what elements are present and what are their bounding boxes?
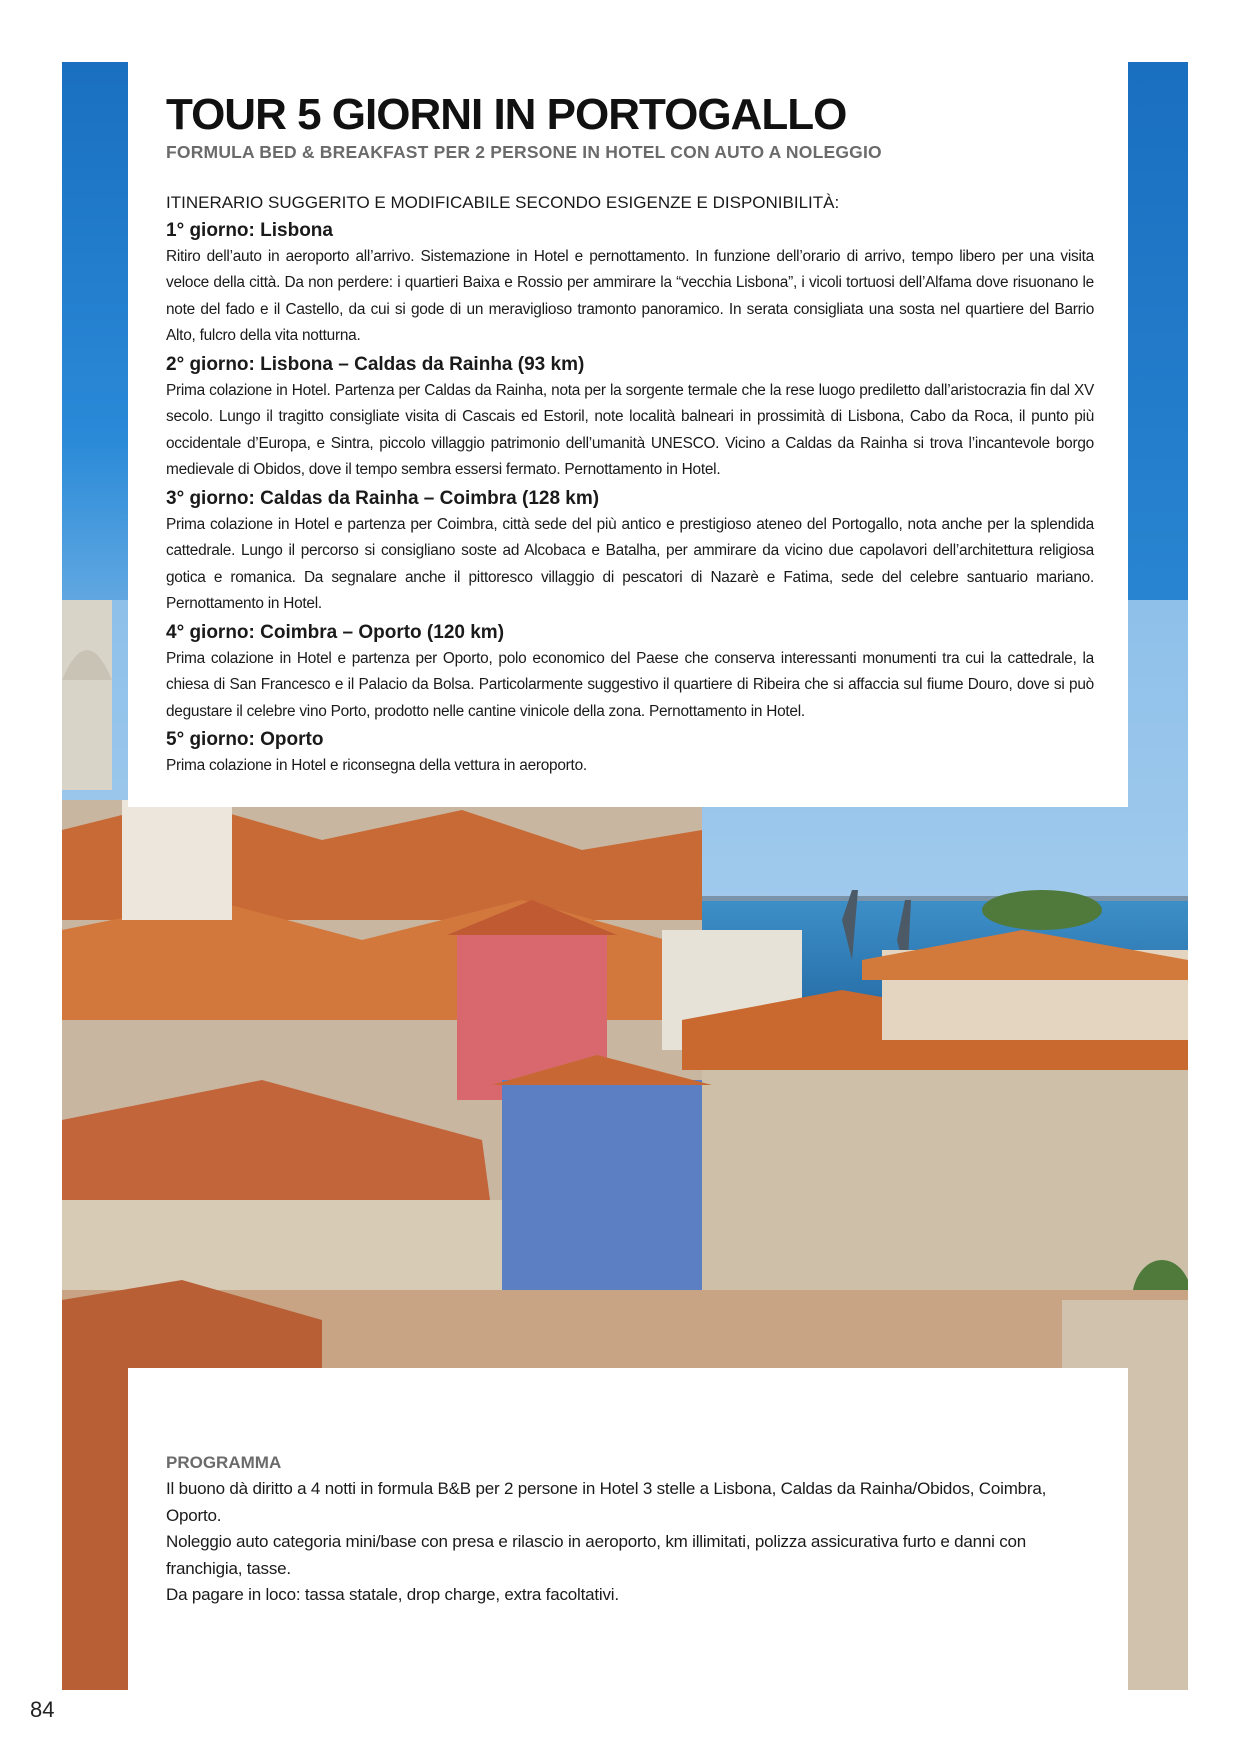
programma-line: Noleggio auto categoria mini/base con presa e rilascio in aeroporto, km illimitati, polizza assicurativa furto e danni con franchigia, tasse. xyxy=(166,1532,1027,1578)
programma-line: Il buono dà diritto a 4 notti in formula B&B per 2 persone in Hotel 3 stelle a Lisbona, Caldas da Rainha/Obidos, Coimbra, Oporto. xyxy=(166,1479,1047,1525)
day-5-heading: 5° giorno: Oporto xyxy=(166,729,324,750)
page-subtitle: FORMULA BED & BREAKFAST PER 2 PERSONE IN HOTEL CON AUTO A NOLEGGIO xyxy=(166,142,882,162)
day-4-text: Prima colazione in Hotel e partenza per Oporto, polo economico del Paese che conserva interessanti monumenti tra cui la cattedrale, la chiesa di San Francesco e il Palacio da Bolsa. Particolarmente suggestivo il quartiere di Ribeira che si affaccia sul fiume Douro, dove si può degustare il celebre vino Porto, prodotto nelle cantine vinicole della zona. Pernottamento in Hotel. xyxy=(166,649,1094,720)
itinerary xyxy=(166,190,1094,780)
page-title: TOUR 5 GIORNI IN PORTOGALLO xyxy=(166,90,847,139)
day-1-heading: 1° giorno: Lisbona xyxy=(166,219,333,241)
itinerary-intro: ITINERARIO SUGGERITO E MODIFICABILE SECONDO ESIGENZE E DISPONIBILITÀ: xyxy=(166,193,840,212)
programma-section xyxy=(166,1450,1094,1609)
day-1-text: Ritiro dell’auto in aeroporto all’arrivo. Sistemazione in Hotel e pernottamento. In funzione dell’orario di arrivo, tempo libero per una visita veloce della città. Da non perdere: i quartieri Baixa e Rossio per ammirare la “vecchia Lisbona”, i vicoli tortuosi dell’Alfama dove risuonano le note del fado e il Castello, da cui si gode di un meraviglioso tramonto panoramico. In serata consigliata una sosta nel quartiere del Barrio Alto, fulcro della vita notturna. xyxy=(166,247,1094,344)
programma-heading: PROGRAMMA xyxy=(166,1453,282,1472)
programma-panel xyxy=(128,1368,1128,1691)
programma-line: Da pagare in loco: tassa statale, drop charge, extra facoltativi. xyxy=(166,1585,619,1604)
day-3-text: Prima colazione in Hotel e partenza per Coimbra, città sede del più antico e prestigioso ateneo del Portogallo, nota anche per la splendida cattedrale. Lungo il percorso si consigliano soste ad Alcobaca e Batalha, per ammirare da vicino due capolavori dell’architettura religiosa gotica e romanica. Da segnalare anche il pittoresco villaggio di pescatori di Nazarè e Fatima, sede del celebre santuario mariano. Pernottamento in Hotel. xyxy=(166,515,1094,612)
itinerary-panel xyxy=(128,62,1128,807)
day-3-heading: 3° giorno: Caldas da Rainha – Coimbra (128 km) xyxy=(166,487,600,509)
page-number: 84 xyxy=(30,1697,55,1722)
left-blue-band xyxy=(62,62,128,692)
day-5-text: Prima colazione in Hotel e riconsegna della vettura in aeroporto. xyxy=(166,757,587,774)
day-2-heading: 2° giorno: Lisbona – Caldas da Rainha (93 km) xyxy=(166,353,585,375)
day-4-heading: 4° giorno: Coimbra – Oporto (120 km) xyxy=(166,621,505,643)
day-2-text: Prima colazione in Hotel. Partenza per Caldas da Rainha, nota per la sorgente termale che la rese luogo prediletto dall’aristocrazia fin dal XV secolo. Lungo il tragitto consigliate visita di Cascais ed Estoril, note località balneari in prossimità di Lisbona, Cabo da Roca, il punto più occidentale d’Europa, e Sintra, piccolo villaggio patrimonio dell’umanità UNESCO. Vicino a Caldas da Rainha si trova l’incantevole borgo medievale di Obidos, dove il tempo sembra essersi fermato. Pernottamento in Hotel. xyxy=(166,381,1094,478)
